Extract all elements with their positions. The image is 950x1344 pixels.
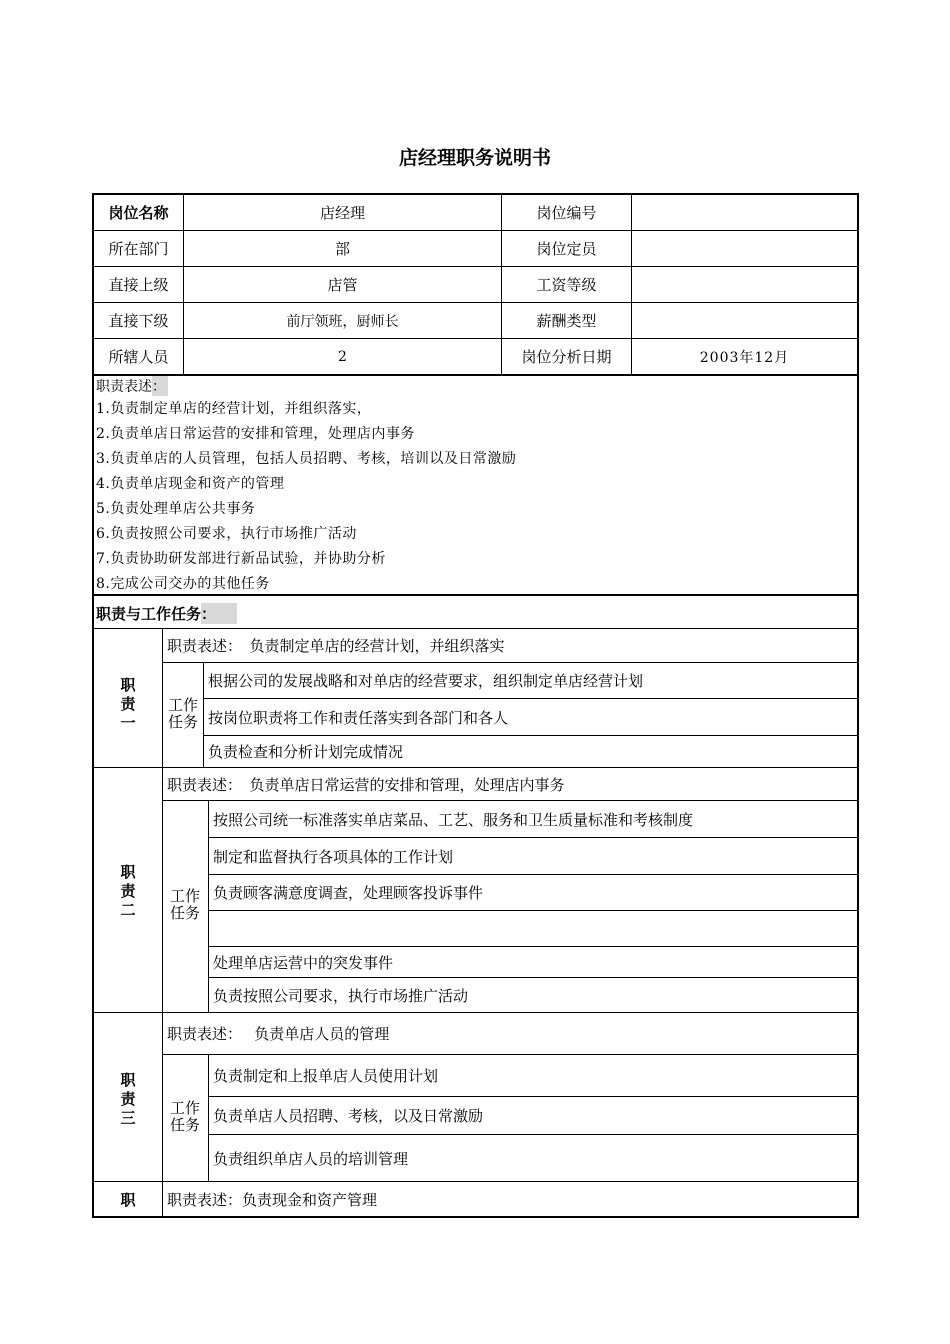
- duty-4-statement: 职责表述：负责现金和资产管理: [167, 1191, 378, 1209]
- duty-2-statement: 职责表述： 负责单店日常运营的安排和管理，处理店内事务: [167, 775, 565, 794]
- duty-1-task-label: 工作任务: [167, 696, 198, 731]
- duty-2-task: 负责顾客满意度调查，处理顾客投诉事件: [213, 884, 484, 902]
- duty-2-label: 职责二: [120, 863, 136, 919]
- duty-3-statement: 职责表述： 负责单店人员的管理: [167, 1025, 390, 1043]
- summary-heading: 职责表述：: [96, 376, 168, 396]
- value-pay-type: [632, 303, 857, 338]
- summary-item: 5.负责处理单店公共事务: [96, 501, 256, 517]
- summary-item: 1.负责制定单店的经营计划，并组织落实，: [96, 401, 372, 417]
- summary-item: 7.负责协助研发部进行新品试验，并协助分析: [96, 551, 386, 567]
- label-position-name: 岗位名称: [108, 204, 169, 222]
- label-staff-count: 所辖人员: [108, 348, 169, 366]
- summary-item: 6.负责按照公司要求，执行市场推广活动: [96, 526, 357, 542]
- duty-1-label: 职责一: [120, 676, 136, 732]
- duty-1-task: 按岗位职责将工作和责任落实到各部门和各人: [208, 708, 509, 727]
- value-salary-grade: [632, 267, 857, 302]
- label-pay-type: 薪酬类型: [536, 312, 597, 330]
- duty-1-task: 负责检查和分析计划完成情况: [208, 743, 404, 761]
- label-direct-superior: 直接上级: [108, 276, 169, 294]
- page-title: 店经理职务说明书: [398, 147, 551, 169]
- duty-3-task: 负责制定和上报单店人员使用计划: [213, 1067, 439, 1085]
- duties-heading: 职责与工作任务：: [96, 603, 237, 624]
- label-direct-subordinate: 直接下级: [108, 312, 169, 330]
- summary-item: 3.负责单店的人员管理，包括人员招聘、考核，培训以及日常激励: [96, 451, 517, 467]
- value-headcount: [632, 231, 857, 266]
- duty-3-task-label: 工作任务: [169, 1099, 200, 1134]
- value-position-name: 店经理: [319, 204, 365, 222]
- value-position-code: [632, 195, 857, 230]
- value-department: 部: [334, 240, 350, 258]
- label-headcount: 岗位定员: [536, 240, 597, 258]
- label-position-code: 岗位编号: [536, 204, 597, 222]
- summary-item: 4.负责单店现金和资产的管理: [96, 476, 285, 492]
- duty-3-task: 负责组织单店人员的培训管理: [213, 1149, 409, 1168]
- value-direct-subordinate: 前厅领班，厨师长: [286, 313, 399, 330]
- duty-2-task-label: 工作任务: [169, 887, 200, 922]
- label-analysis-date: 岗位分析日期: [521, 348, 612, 366]
- duty-3-task: 负责单店人员招聘、考核，以及日常激励: [213, 1107, 484, 1125]
- duty-4-label: 职: [120, 1191, 136, 1209]
- label-department: 所在部门: [108, 240, 169, 258]
- value-analysis-date: 2003年12月: [699, 349, 790, 366]
- duty-2-task: 处理单店运营中的突发事件: [213, 953, 394, 972]
- duty-2-task: 制定和监督执行各项具体的工作计划: [213, 847, 454, 866]
- value-direct-superior: 店管: [327, 276, 358, 294]
- value-staff-count: 2: [338, 348, 347, 365]
- duty-1-statement: 职责表述： 负责制定单店的经营计划，并组织落实: [167, 637, 505, 655]
- duty-1-task: 根据公司的发展战略和对单店的经营要求，组织制定单店经营计划: [208, 672, 644, 690]
- duty-3-label: 职责三: [120, 1071, 136, 1127]
- duty-2-task: [209, 911, 857, 946]
- duty-2-task: 按照公司统一标准落实单店菜品、工艺、服务和卫生质量标准和考核制度: [213, 810, 694, 829]
- label-salary-grade: 工资等级: [536, 276, 597, 294]
- summary-item: 8.完成公司交办的其他任务: [96, 576, 270, 592]
- duty-2-task: 负责按照公司要求，执行市场推广活动: [213, 987, 469, 1005]
- summary-item: 2.负责单店日常运营的安排和管理，处理店内事务: [96, 426, 415, 442]
